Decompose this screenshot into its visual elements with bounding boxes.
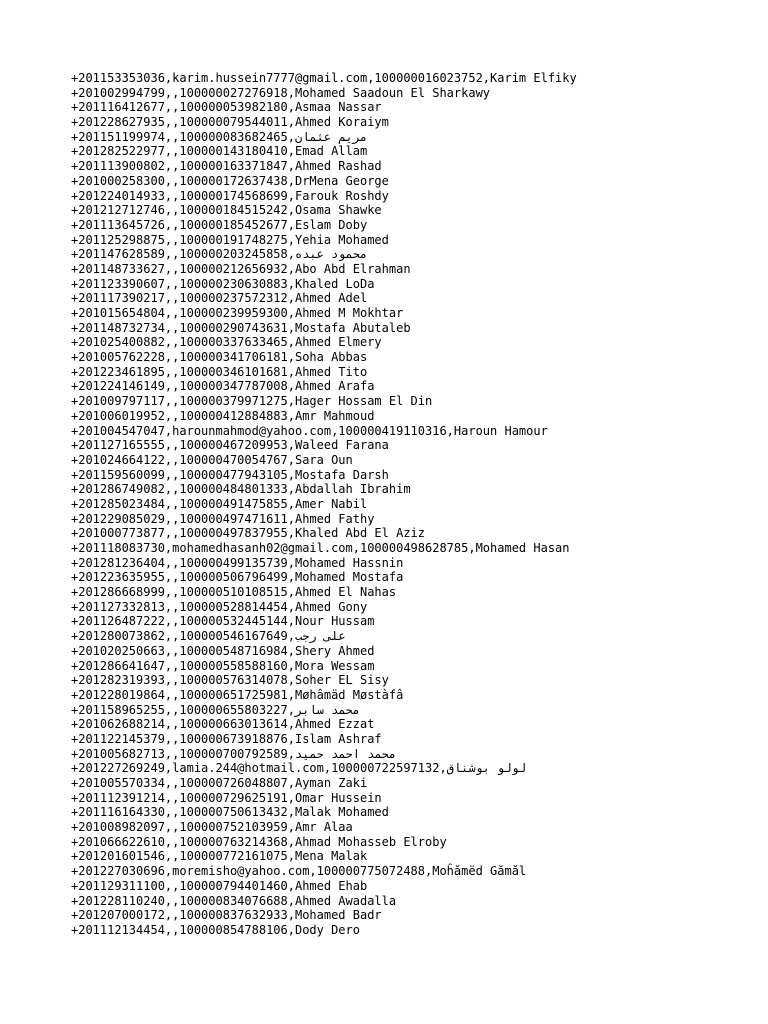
- contact-line: +201153353036,karim.hussein7777@gmail.com,100000016023752,Karim Elfiky: [71, 71, 577, 85]
- contact-line: +201002994799,,100000027276918,Mohamed Saadoun El Sharkawy: [71, 85, 491, 100]
- contact-line: +201227269249,lamia.244@hotmail.com,100000722597132,لولو بوشناق: [71, 761, 527, 776]
- contact-line: +201113900802,,100000163371847,Ahmed Rashad: [71, 159, 382, 174]
- contact-line: +201116412677,,100000053982180,Asmaa Nassar: [71, 100, 382, 115]
- contact-line: +201000773877,,100000497837955,Khaled Abd El Aziz: [71, 526, 426, 541]
- contact-line: +201228110240,,100000834076688,Ahmed Awadalla: [71, 893, 397, 908]
- contact-list: [71, 71, 577, 938]
- contact-line: +201005762228,,100000341706181,Soha Abbas: [71, 350, 368, 365]
- contact-line: +201129311100,,100000794401460,Ahmed Ehab: [71, 878, 368, 893]
- contact-line: +201127332813,,100000528814454,Ahmed Gony: [71, 599, 368, 614]
- contact-line: +201126487222,,100000532445144,Nour Hussam: [71, 614, 375, 629]
- contact-line: +201062688214,,100000663013614,Ahmed Ezzat: [71, 717, 375, 732]
- contact-line: +201113645726,,100000185452677,Eslam Doby: [71, 217, 368, 232]
- contact-line: +201282319393,,100000576314078,Soher EL Sisy: [71, 673, 389, 688]
- contact-line: +201159560099,,100000477943105,Mostafa Darsh: [71, 467, 389, 482]
- contact-line: +201117390217,,100000237572312,Ahmed Adel: [71, 291, 368, 306]
- contact-line: +201148733627,,100000212656932,Abo Abd Elrahman: [71, 261, 411, 276]
- contact-line: +201286749082,,100000484801333,Abdallah Ibrahim: [71, 482, 411, 497]
- contact-line: +201223461895,,100000346101681,Ahmed Tito: [71, 364, 368, 379]
- contact-line: +201212712746,,100000184515242,Osama Shawke: [71, 203, 382, 218]
- contact-line: +201009797117,,100000379971275,Hager Hossam El Din: [71, 394, 433, 409]
- contact-line: +201116164330,,100000750613432,Malak Mohamed: [71, 805, 389, 820]
- contact-line: +201148732734,,100000290743631,Mostafa Abutaleb: [71, 320, 411, 335]
- contact-line: +201229085029,,100000497471611,Ahmed Fathy: [71, 511, 375, 526]
- contact-line: +201004547047,harounmahmod@yahoo.com,100000419110316,Haroun Hamour: [71, 423, 548, 438]
- contact-line: +201228019864,,100000651725981,Møhâmäd Møstàfâ: [71, 687, 404, 702]
- contact-line: +201000258300,,100000172637438,DrMena George: [71, 173, 389, 188]
- contact-line: +201280073862,,100000546167649,على رجب: [71, 629, 346, 644]
- contact-line: +201223635955,,100000506796499,Mohamed Mostafa: [71, 570, 404, 585]
- contact-line: +201286641647,,100000558588160,Mora Wessam: [71, 658, 375, 673]
- contact-line: +201015654804,,100000239959300,Ahmed M Mokhtar: [71, 306, 404, 320]
- contact-line: +201285023484,,100000491475855,Amer Nabil: [71, 496, 368, 511]
- contact-line: +201282522977,,100000143180410,Emad Allam: [71, 144, 368, 159]
- contact-line: +201112391214,,100000729625191,Omar Hussein: [71, 790, 382, 805]
- contact-line: +201005682713,,100000700792589,محمد احمد حميد: [71, 746, 397, 761]
- contact-line: +201151199974,,100000083682465,مريم عثمان: [71, 129, 368, 144]
- contact-line: +201201601546,,100000772161075,Mena Malak: [71, 849, 368, 864]
- contact-line: +201158965255,,100000655803227,محمد سابر: [71, 702, 360, 717]
- contact-line: +201005570334,,100000726048807,Ayman Zaki: [71, 776, 368, 790]
- contact-line: +201224014933,,100000174568699,Farouk Roshdy: [71, 188, 389, 203]
- contact-line: +201228627935,,100000079544011,Ahmed Koraiym: [71, 115, 389, 130]
- contact-line: +201008982097,,100000752103959,Amr Alaa: [71, 820, 353, 835]
- contact-line: +201127165555,,100000467209953,Waleed Farana: [71, 438, 389, 453]
- contact-line: +201286668999,,100000510108515,Ahmed El Nahas: [71, 585, 397, 600]
- contact-line: +201125298875,,100000191748275,Yehia Mohamed: [71, 232, 389, 247]
- contact-line: +201112134454,,100000854788106,Dody Dero: [71, 922, 360, 937]
- contact-line: +201025400882,,100000337633465,Ahmed Elmery: [71, 335, 382, 350]
- contact-line: +201122145379,,100000673918876,Islam Ashraf: [71, 731, 382, 746]
- contact-line: +201006019952,,100000412884883,Amr Mahmoud: [71, 408, 375, 423]
- contact-line: +201207000172,,100000837632933,Mohamed Badr: [71, 908, 382, 923]
- contact-line: +201224146149,,100000347787008,Ahmed Arafa: [71, 379, 375, 394]
- contact-line: +201118083730,mohamedhasanh02@gmail.com,100000498628785,Mohamed Hasan: [71, 541, 570, 555]
- contact-line: +201123390607,,100000230630883,Khaled LoDa: [71, 276, 375, 291]
- contact-line: +201281236404,,100000499135739,Mohamed Hassnin: [71, 555, 404, 570]
- contact-line: +201147628589,,100000203245858,محمود عبده: [71, 247, 368, 262]
- contact-line: +201227030696,moremisho@yahoo.com,100000775072488,Moĥămëd Gămăl: [71, 864, 527, 879]
- contact-line: +201066622610,,100000763214368,Ahmad Mohasseb Elroby: [71, 834, 447, 849]
- contact-line: +201020250663,,100000548716984,Shery Ahmed: [71, 643, 375, 658]
- contact-line: +201024664122,,100000470054767,Sara Oun: [71, 452, 353, 467]
